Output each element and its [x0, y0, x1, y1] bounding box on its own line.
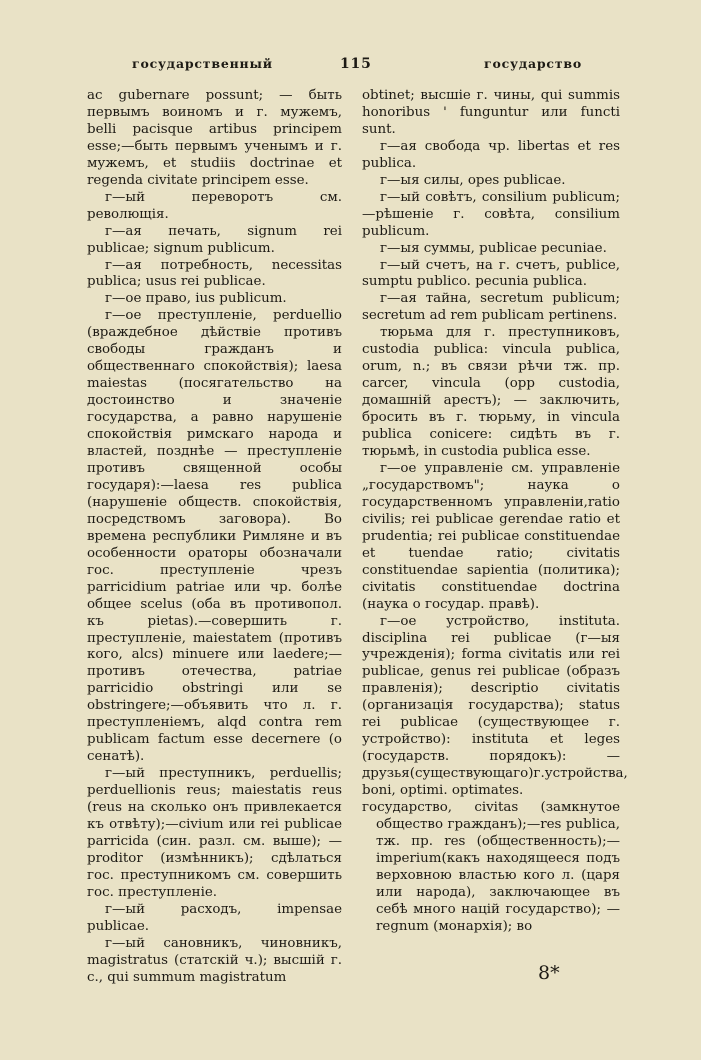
entry-text: г—ая свобода чр. libertas et res publica.: [362, 138, 620, 171]
entry-text: тюрьма для г. преступниковъ, custodia publica: vincula publica, orum, n.; въ связи рѣчи тж. пр. carcer, vincula (opp custodia, домашній арестъ); — заключить, бросить въ г. тюрьму, in vincula publica conicere: сидѣть въ г. тюрьмѣ, in custodia publica esse.: [362, 325, 620, 460]
header-right-headword: государство: [484, 56, 582, 71]
header-left-headword: государственный: [132, 56, 273, 71]
entry-text: г—ое управленіе см. управленіе „государствомъ"; наука о государственномъ управленіи,ratio civilis; rei publicae gerendae ratio et prudentia; rei publicae constituendae et tuendae ratio; civitatis constituendae sapientia (политика); civitatis constituendae doctrina (наука о государ. правѣ).: [362, 460, 620, 612]
entry-text: г—ое преступленіе, perduellio (враждебное дѣйствіе противъ свободы гражданъ и общественнаго спокойствія); laesa maiestas (посягательство на достоинство и значеніе государства, а равно нарушеніе спокойствія римскаго народа и властей, позднѣе — преступленіе противъ священной особы государя):—laesa res publica (нарушеніе обществ. спокойствія, посредствомъ заговора). Во времена республики Римляне и въ особенности ораторы обозначали гос. преступленіе чрезъ parricidium patriae или чр. болѣе общее scelus (оба въ противопол. къ pietas).—совершить г. преступленіе, maiestatem (противъ кого, alcs) minuere или laedere;—противъ отечества, patriae parricidio obstringi или se obstringere;—объявить что л. г. преступленіемъ, alqd contra rem publicam factum esse decernere (о сенатѣ).: [87, 308, 342, 765]
signature-mark: 8*: [538, 962, 560, 984]
entry-text: г—ый преступникъ, perduellis; perduellionis reus; maiestatis reus (reus на сколько онъ привлекается къ отвѣту);—civium или rei publicae parricida (син. разл. см. выше); — proditor (измѣнникъ); сдѣлаться гос. преступникомъ см. совершить гос. преступленіе.: [87, 766, 342, 900]
entry-text: г—ая печать, signum rei publicae; signum publicum.: [87, 223, 342, 256]
entry-text: г—ое право, ius publicum.: [105, 291, 287, 307]
entry-text: г—ыя силы, opes publicae.: [380, 172, 566, 188]
entry-text: obtinet; высшіе г. чины, qui summis honoribus ' funguntur или functi sunt.: [362, 88, 620, 137]
right-column: [362, 88, 628, 936]
left-column: [87, 88, 342, 987]
entry-text: ac gubernare possunt; — быть первымъ воиномъ и г. мужемъ, belli pacisque artibus principem esse;—быть первымъ ученымъ и г. мужемъ, et studiis doctrinae et regenda civitate principem esse.: [87, 88, 342, 188]
page-number: 115: [340, 56, 372, 72]
entry-text: г—ый совѣтъ, consilium publicum;—рѣшеніе г. совѣта, consilium publicum.: [362, 189, 620, 239]
entry-text: г—ая потребность, necessitas publica; usus rei publicae.: [87, 257, 342, 290]
entry-text: г—ая тайна, secretum publicum; secretum ad rem publicam pertinens.: [362, 291, 620, 324]
headword-entry: государство, civitas (замкнутое общество гражданъ);—res publica, тж. пр. res (общественность);—imperium(какъ находящееся подъ верховною властью кого л. (царя или народа), заключающее въ себѣ много націй государство); — regnum (монархія); во: [362, 800, 620, 934]
entry-text: г—ый расходъ, impensae publicae.: [87, 901, 342, 934]
entry-text: г—ыя суммы, publicae pecuniae.: [380, 240, 607, 256]
entry-text: г—ое устройство, instituta. disciplina rei publicae (г—ыя учрежденія); forma civitatis или rei publicae, genus rei publicae (образъ правленія); descriptio civitatis (организація государства); status rei publicae (существующее г. устройство): instituta et leges (государств. порядокъ): — друзья(существующаго)г.устройства, boni, optimi. optimates.: [362, 613, 628, 799]
entry-text: г—ый сановникъ, чиновникъ, magistratus (статскій ч.); высшій г. с., qui summum magistratum: [87, 935, 342, 985]
entry-text: г—ый счетъ, на г. счетъ, publice, sumptu publico. pecunia publica.: [362, 257, 620, 290]
entry-text: г—ый переворотъ см. револющія.: [87, 189, 342, 222]
running-header: [122, 56, 582, 80]
